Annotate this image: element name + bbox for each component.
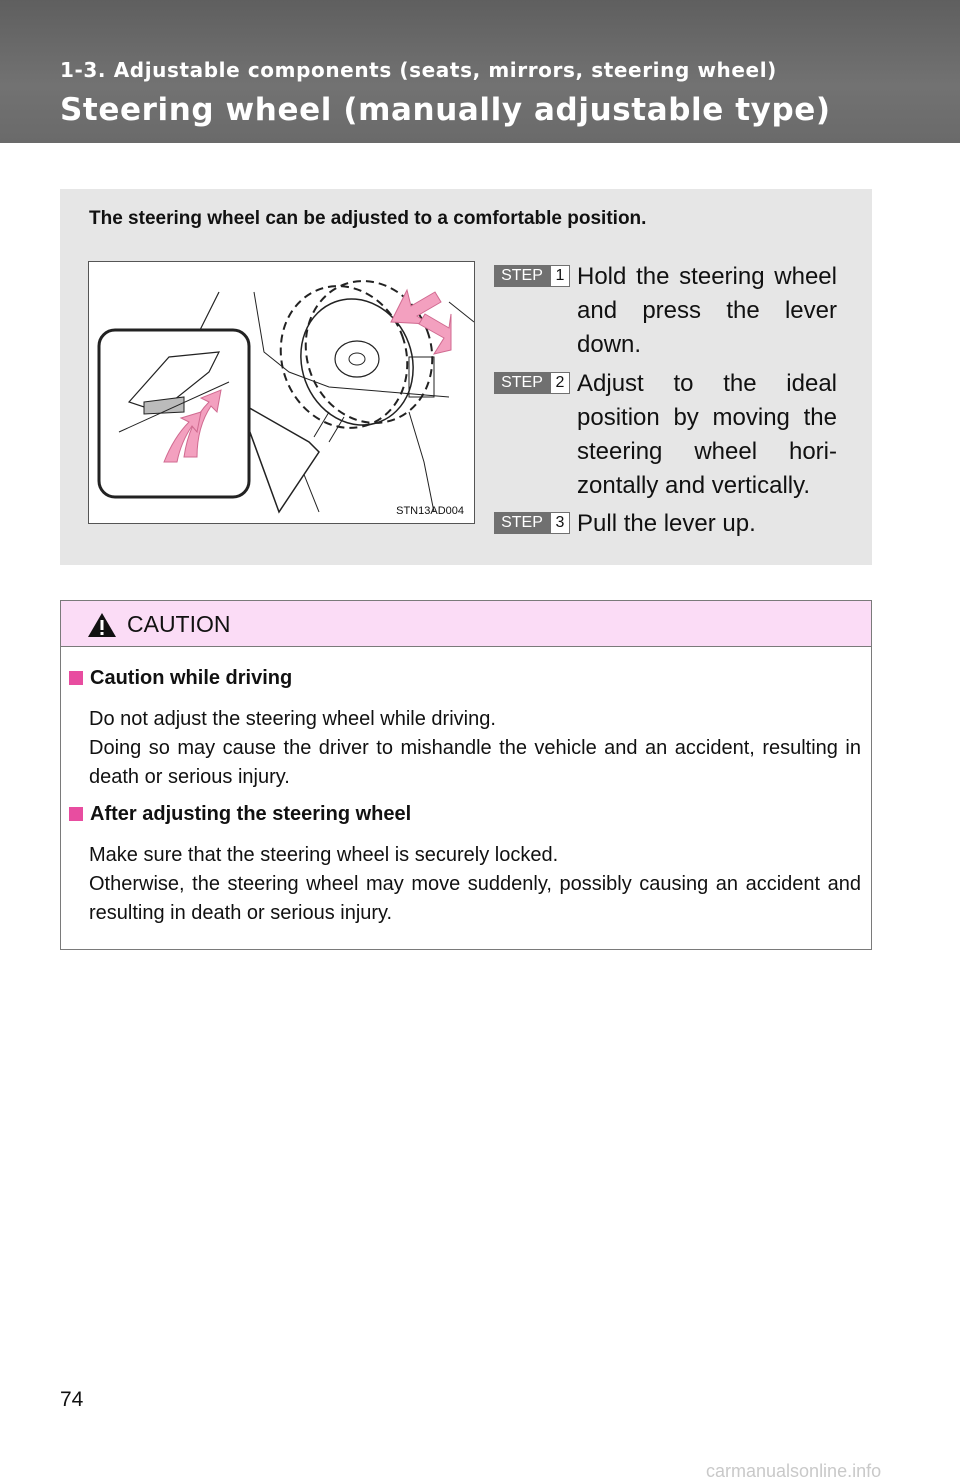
square-bullet-icon: [69, 671, 83, 685]
caution-label: CAUTION: [127, 611, 231, 637]
step-label: STEP: [494, 265, 550, 287]
warning-icon: [87, 612, 117, 638]
watermark: carmanualsonline.info: [706, 1461, 882, 1481]
intro-panel: [60, 189, 872, 565]
page-header: [0, 0, 960, 143]
caution-item-body: [89, 705, 861, 792]
step-label: STEP: [494, 372, 550, 394]
caution-item-body: [89, 841, 861, 928]
step-label: STEP: [494, 512, 550, 534]
caution-panel: [60, 600, 872, 950]
page-number: 74: [60, 1388, 84, 1411]
figure-code: STN13AD004: [396, 505, 464, 517]
caution-paragraph: Otherwise, the steering wheel may move suddenly, possibly causing an accident and resulting in death or serious injury.: [89, 873, 861, 924]
step-2-text: Adjust to the ideal position by moving the steering wheel hori-zontally and vertically.: [577, 370, 837, 499]
page-title: Steering wheel (manually adjustable type): [60, 92, 831, 128]
caution-item-heading: Caution while driving: [69, 667, 292, 690]
steering-adjust-diagram: [89, 262, 474, 523]
step-number: 3: [550, 512, 570, 534]
steering-wheel-illustration: [88, 261, 475, 524]
intro-text: The steering wheel can be adjusted to a comfortable position.: [89, 208, 647, 229]
step-number: 2: [550, 372, 570, 394]
caution-paragraph: Doing so may cause the driver to mishandle the vehicle and an accident, resulting in death or serious injury.: [89, 737, 861, 788]
step-3-text: Pull the lever up.: [577, 510, 756, 537]
section-title: 1-3. Adjustable components (seats, mirrors, steering wheel): [60, 58, 777, 82]
step-number: 1: [550, 265, 570, 287]
caution-header: [61, 601, 871, 647]
caution-item-heading: After adjusting the steering wheel: [69, 803, 411, 826]
caution-paragraph: Do not adjust the steering wheel while driving.: [89, 708, 496, 730]
caution-paragraph: Make sure that the steering wheel is securely locked.: [89, 844, 559, 866]
step-1-text: Hold the steering wheel and press the lever down.: [577, 263, 837, 358]
square-bullet-icon: [69, 807, 83, 821]
